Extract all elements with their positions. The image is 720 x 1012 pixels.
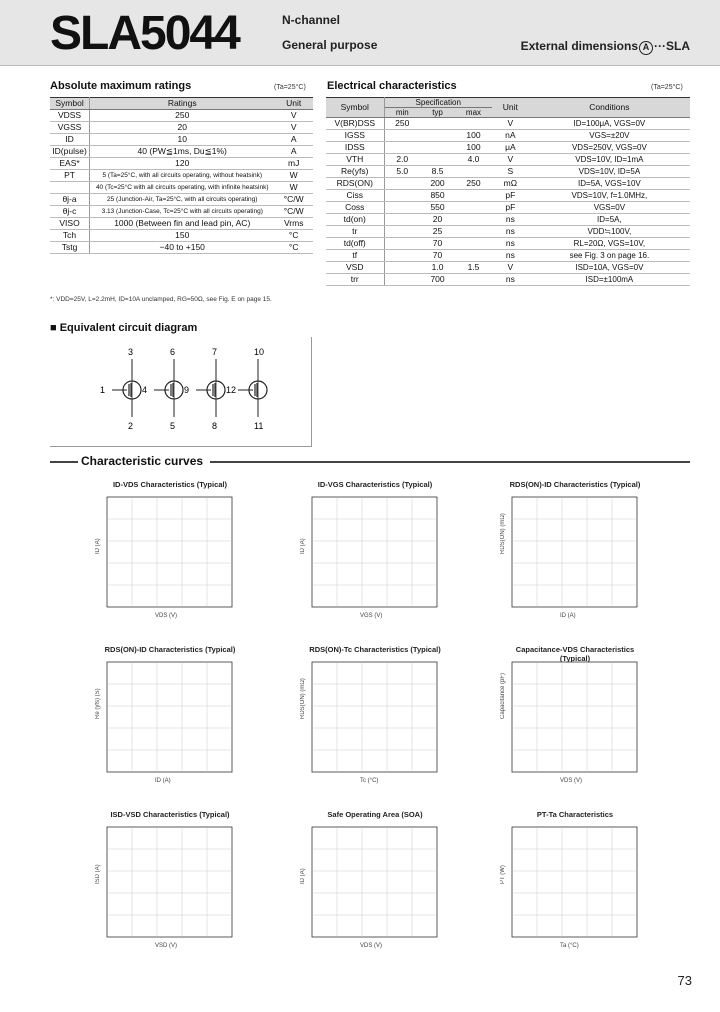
cell-max (455, 202, 492, 214)
col-typ: typ (420, 108, 455, 118)
cell-rating: 3.13 (Junction-Case, Tc=25°C with all circuits operating) (90, 206, 275, 218)
chart-xlabel: Ta (°C) (560, 943, 579, 949)
cell-max (455, 274, 492, 286)
drain-pin-label: 6 (170, 347, 176, 357)
col-unit: Unit (274, 98, 313, 110)
cell-unit: mΩ (492, 178, 529, 190)
table-row (50, 158, 313, 170)
characteristic-chart (95, 645, 245, 790)
cell-unit: V (492, 154, 529, 166)
cell-rating: 5 (Ta=25°C, with all circuits operating, without heatsink) (90, 170, 275, 182)
cell-min (384, 214, 420, 226)
abs-max-table (50, 97, 313, 254)
cell-symbol: IDSS (326, 142, 384, 154)
cell-conditions: VGS=±20V (529, 130, 690, 142)
col-ratings: Ratings (90, 98, 275, 110)
chart-xlabel: VDS (V) (360, 943, 383, 949)
cell-symbol: tr (326, 226, 384, 238)
cell-min: 250 (384, 118, 420, 130)
cell-symbol: ID(pulse) (50, 146, 90, 158)
cell-unit: S (492, 166, 529, 178)
cell-min (384, 250, 420, 262)
cell-typ: 8.5 (420, 166, 455, 178)
col-min: min (384, 108, 420, 118)
cell-conditions: ID=5A, VGS=10V (529, 178, 690, 190)
cell-min (384, 178, 420, 190)
cell-conditions: ID=5A, (529, 214, 690, 226)
elec-title: Electrical characteristics (327, 80, 457, 92)
cell-rating: 20 (90, 122, 275, 134)
cell-rating: 10 (90, 134, 275, 146)
chart-plot-area (95, 822, 245, 947)
chart-title: Capacitance-VDS Characteristics (Typical) (515, 645, 635, 663)
cell-unit: V (274, 122, 313, 134)
cell-symbol: Ciss (326, 190, 384, 202)
chart-title: RDS(ON)-ID Characteristics (Typical) (104, 645, 236, 654)
cell-symbol (50, 182, 90, 194)
chart-xlabel: ID (A) (560, 613, 576, 619)
cell-symbol: ID (50, 134, 90, 146)
cell-symbol: Coss (326, 202, 384, 214)
cell-unit: μA (492, 142, 529, 154)
cell-unit: pF (492, 202, 529, 214)
chart-plot-area (500, 492, 650, 617)
chart-xlabel: VGS (V) (360, 613, 383, 619)
characteristic-chart (500, 480, 650, 625)
table-row (326, 166, 690, 178)
plot-frame (107, 662, 232, 772)
cell-min: 5.0 (384, 166, 420, 178)
cell-typ: 1.0 (420, 262, 455, 274)
cell-typ: 850 (420, 190, 455, 202)
cell-max (455, 118, 492, 130)
chart-ylabel: ID (A) (300, 538, 306, 554)
cell-unit: °C (274, 242, 313, 254)
cell-symbol: Tch (50, 230, 90, 242)
source-pin-label: 11 (254, 421, 264, 431)
plot-frame (512, 497, 637, 607)
cell-unit: pF (492, 190, 529, 202)
cell-max: 250 (455, 178, 492, 190)
chart-xlabel: Tc (°C) (360, 778, 379, 784)
cell-conditions: VDD≒100V, (529, 226, 690, 238)
chart-title: RDS(ON)-ID Characteristics (Typical) (509, 480, 641, 489)
table-row (326, 190, 690, 202)
cell-rating: 150 (90, 230, 275, 242)
cell-unit: W (274, 170, 313, 182)
chart-ylabel: ISD (A) (95, 864, 101, 884)
elec-table (326, 97, 690, 286)
cell-conditions: ISD=10A, VGS=0V (529, 262, 690, 274)
circuit-title-text: Equivalent circuit diagram (59, 322, 198, 334)
col-symbol: Symbol (326, 98, 384, 118)
plot-frame (512, 827, 637, 937)
characteristic-chart (300, 480, 450, 625)
elec-ta: (Ta=25°C) (651, 84, 683, 91)
abs-max-note: *: VDD=25V, L=2.2mH, ID=10A unclamped, RG=50Ω, see Fig. E on page 15. (50, 296, 272, 303)
col-symbol: Symbol (50, 98, 90, 110)
cell-max: 4.0 (455, 154, 492, 166)
ext-dim-code: A (639, 41, 653, 55)
ext-dim-suffix: ···SLA (654, 39, 690, 53)
chart-title: Safe Operating Area (SOA) (327, 810, 423, 819)
abs-max-title: Absolute maximum ratings (50, 80, 192, 92)
cell-symbol: VDSS (50, 110, 90, 122)
cell-symbol: θj-c (50, 206, 90, 218)
external-dimensions (521, 39, 690, 55)
table-row (326, 274, 690, 286)
cell-min: 2.0 (384, 154, 420, 166)
table-row (50, 218, 313, 230)
cell-symbol: VTH (326, 154, 384, 166)
cell-min (384, 274, 420, 286)
source-pin-label: 2 (128, 421, 134, 431)
cell-unit: °C/W (274, 206, 313, 218)
source-pin-label: 8 (212, 421, 218, 431)
cell-symbol: RDS(ON) (326, 178, 384, 190)
characteristic-chart (300, 810, 450, 955)
chart-plot-area (95, 657, 245, 782)
cell-max: 1.5 (455, 262, 492, 274)
drain-pin-label: 3 (128, 347, 134, 357)
part-number: SLA5044 (50, 7, 239, 60)
cell-symbol: θj-a (50, 194, 90, 206)
ext-dim-label: External dimensions (520, 39, 638, 53)
chart-plot-area (300, 822, 450, 947)
cell-rating: 40 (PW≦1ms, Du≦1%) (90, 146, 275, 158)
cell-rating: −40 to +150 (90, 242, 275, 254)
cell-unit: A (274, 146, 313, 158)
cell-unit: °C (274, 230, 313, 242)
cell-typ: 70 (420, 238, 455, 250)
cell-max: 100 (455, 142, 492, 154)
cell-unit: ns (492, 226, 529, 238)
cell-unit: mJ (274, 158, 313, 170)
cell-symbol: VSD (326, 262, 384, 274)
cell-typ: 550 (420, 202, 455, 214)
chart-xlabel: VDS (V) (155, 613, 178, 619)
channel-type: N-channel (282, 13, 341, 27)
characteristic-chart (500, 810, 650, 955)
cell-unit: Vrms (274, 218, 313, 230)
drain-pin-label: 10 (254, 347, 265, 357)
chart-xlabel: VSD (V) (155, 943, 178, 949)
cell-max (455, 250, 492, 262)
table-row (326, 250, 690, 262)
cell-typ: 700 (420, 274, 455, 286)
cell-typ (420, 118, 455, 130)
col-conditions: Conditions (529, 98, 690, 118)
cell-conditions: VGS=0V (529, 202, 690, 214)
cell-rating: 250 (90, 110, 275, 122)
col-max: max (455, 108, 492, 118)
section-rule-right (210, 461, 690, 463)
cell-unit: A (274, 134, 313, 146)
chart-title: RDS(ON)-Tc Characteristics (Typical) (309, 645, 441, 654)
cell-symbol: td(off) (326, 238, 384, 250)
cell-unit: W (274, 182, 313, 194)
chart-plot-area (500, 657, 650, 782)
col-specification: Specification (384, 98, 492, 108)
table-row (50, 110, 313, 122)
cell-conditions: ISD=±100mA (529, 274, 690, 286)
gate-pin-label: 12 (226, 385, 237, 395)
cell-unit: V (274, 110, 313, 122)
table-row (326, 202, 690, 214)
cell-unit: nA (492, 130, 529, 142)
cell-conditions: ID=100μA, VGS=0V (529, 118, 690, 130)
mosfet-symbol (226, 347, 267, 431)
cell-conditions: RL=20Ω, VGS=10V, (529, 238, 690, 250)
cell-conditions: see Fig. 3 on page 16. (529, 250, 690, 262)
circuit-title: ■ Equivalent circuit diagram (50, 322, 198, 334)
chart-title: PT-Ta Characteristics (536, 810, 614, 819)
mosfet-symbol (142, 347, 183, 431)
table-row (50, 194, 313, 206)
table-row (50, 134, 313, 146)
plot-frame (312, 827, 437, 937)
cell-rating: 25 (Junction-Air, Ta=25°C, with all circuits operating) (90, 194, 275, 206)
table-row (50, 182, 313, 194)
characteristic-chart (300, 645, 450, 790)
cell-max (455, 190, 492, 202)
cell-typ: 20 (420, 214, 455, 226)
chart-plot-area (95, 492, 245, 617)
cell-typ: 70 (420, 250, 455, 262)
purpose: General purpose (282, 38, 378, 52)
gate-pin-label: 9 (184, 385, 190, 395)
table-row (326, 142, 690, 154)
chart-ylabel: PT (W) (500, 865, 506, 884)
table-row (326, 118, 690, 130)
cell-typ (420, 130, 455, 142)
characteristic-chart (95, 810, 245, 955)
cell-unit: V (492, 118, 529, 130)
cell-typ: 25 (420, 226, 455, 238)
chart-plot-area (300, 492, 450, 617)
cell-unit: ns (492, 238, 529, 250)
abs-max-ta: (Ta=25°C) (274, 84, 306, 91)
cell-symbol: td(on) (326, 214, 384, 226)
table-row (50, 206, 313, 218)
cell-min (384, 130, 420, 142)
cell-unit: ns (492, 274, 529, 286)
table-row (326, 178, 690, 190)
chart-xlabel: VDS (V) (560, 778, 583, 784)
cell-min (384, 238, 420, 250)
cell-unit: ns (492, 250, 529, 262)
table-row (326, 238, 690, 250)
cell-max: 100 (455, 130, 492, 142)
characteristic-chart (500, 645, 650, 790)
cell-max (455, 214, 492, 226)
table-row (326, 154, 690, 166)
plot-frame (107, 497, 232, 607)
curves-section-header (50, 454, 690, 468)
table-row (326, 214, 690, 226)
gate-pin-label: 4 (142, 385, 148, 395)
table-row (326, 262, 690, 274)
cell-min (384, 142, 420, 154)
cell-unit: °C/W (274, 194, 313, 206)
table-row (326, 130, 690, 142)
cell-symbol: EAS* (50, 158, 90, 170)
cell-symbol: VISO (50, 218, 90, 230)
cell-symbol: Re(yfs) (326, 166, 384, 178)
chart-ylabel: ID (A) (300, 868, 306, 884)
plot-frame (512, 662, 637, 772)
cell-max (455, 238, 492, 250)
cell-symbol: Tstg (50, 242, 90, 254)
gate-pin-label: 1 (100, 385, 106, 395)
cell-rating: 1000 (Between fin and lead pin, AC) (90, 218, 275, 230)
chart-title: ID-VDS Characteristics (Typical) (112, 480, 228, 489)
chart-plot-area (500, 822, 650, 947)
chart-ylabel: RDS(ON) (mΩ) (500, 513, 506, 554)
cell-symbol: PT (50, 170, 90, 182)
chart-title: ISD-VSD Characteristics (Typical) (110, 810, 230, 819)
cell-max (455, 226, 492, 238)
cell-min (384, 190, 420, 202)
cell-min (384, 202, 420, 214)
chart-ylabel: RDS(ON) (mΩ) (300, 678, 306, 719)
chart-ylabel: ID (A) (95, 538, 101, 554)
equivalent-circuit (50, 337, 312, 447)
cell-conditions: VDS=10V, ID=5A (529, 166, 690, 178)
drain-pin-label: 7 (212, 347, 218, 357)
mosfet-symbol (100, 347, 141, 431)
cell-rating: 120 (90, 158, 275, 170)
page-header (0, 0, 720, 66)
table-row (50, 230, 313, 242)
chart-ylabel: Re (yfs) (S) (95, 688, 101, 719)
page-number: 73 (677, 973, 692, 988)
chart-title: ID-VGS Characteristics (Typical) (317, 480, 433, 489)
plot-frame (312, 662, 437, 772)
cell-min (384, 226, 420, 238)
characteristic-chart (95, 480, 245, 625)
cell-rating: 40 (Tc=25°C with all circuits operating, with infinite heatsink) (90, 182, 275, 194)
cell-typ (420, 142, 455, 154)
cell-symbol: V(BR)DSS (326, 118, 384, 130)
cell-symbol: IGSS (326, 130, 384, 142)
table-row (326, 226, 690, 238)
cell-conditions: VDS=10V, ID=1mA (529, 154, 690, 166)
curves-title: Characteristic curves (78, 454, 206, 468)
cell-symbol: VGSS (50, 122, 90, 134)
chart-ylabel: Capacitance (pF) (500, 672, 506, 719)
source-pin-label: 5 (170, 421, 176, 431)
table-row (50, 242, 313, 254)
section-rule-left (50, 461, 78, 463)
chart-plot-area (300, 657, 450, 782)
table-row (50, 146, 313, 158)
mosfet-symbol (184, 347, 225, 431)
plot-frame (312, 497, 437, 607)
col-unit: Unit (492, 98, 529, 118)
cell-conditions: VDS=250V, VGS=0V (529, 142, 690, 154)
cell-unit: ns (492, 214, 529, 226)
chart-xlabel: ID (A) (155, 778, 171, 784)
cell-min (384, 262, 420, 274)
cell-unit: V (492, 262, 529, 274)
cell-conditions: VDS=10V, f=1.0MHz, (529, 190, 690, 202)
cell-typ (420, 154, 455, 166)
plot-frame (107, 827, 232, 937)
cell-symbol: tf (326, 250, 384, 262)
table-row (50, 122, 313, 134)
table-row (50, 170, 313, 182)
cell-symbol: trr (326, 274, 384, 286)
cell-max (455, 166, 492, 178)
cell-typ: 200 (420, 178, 455, 190)
